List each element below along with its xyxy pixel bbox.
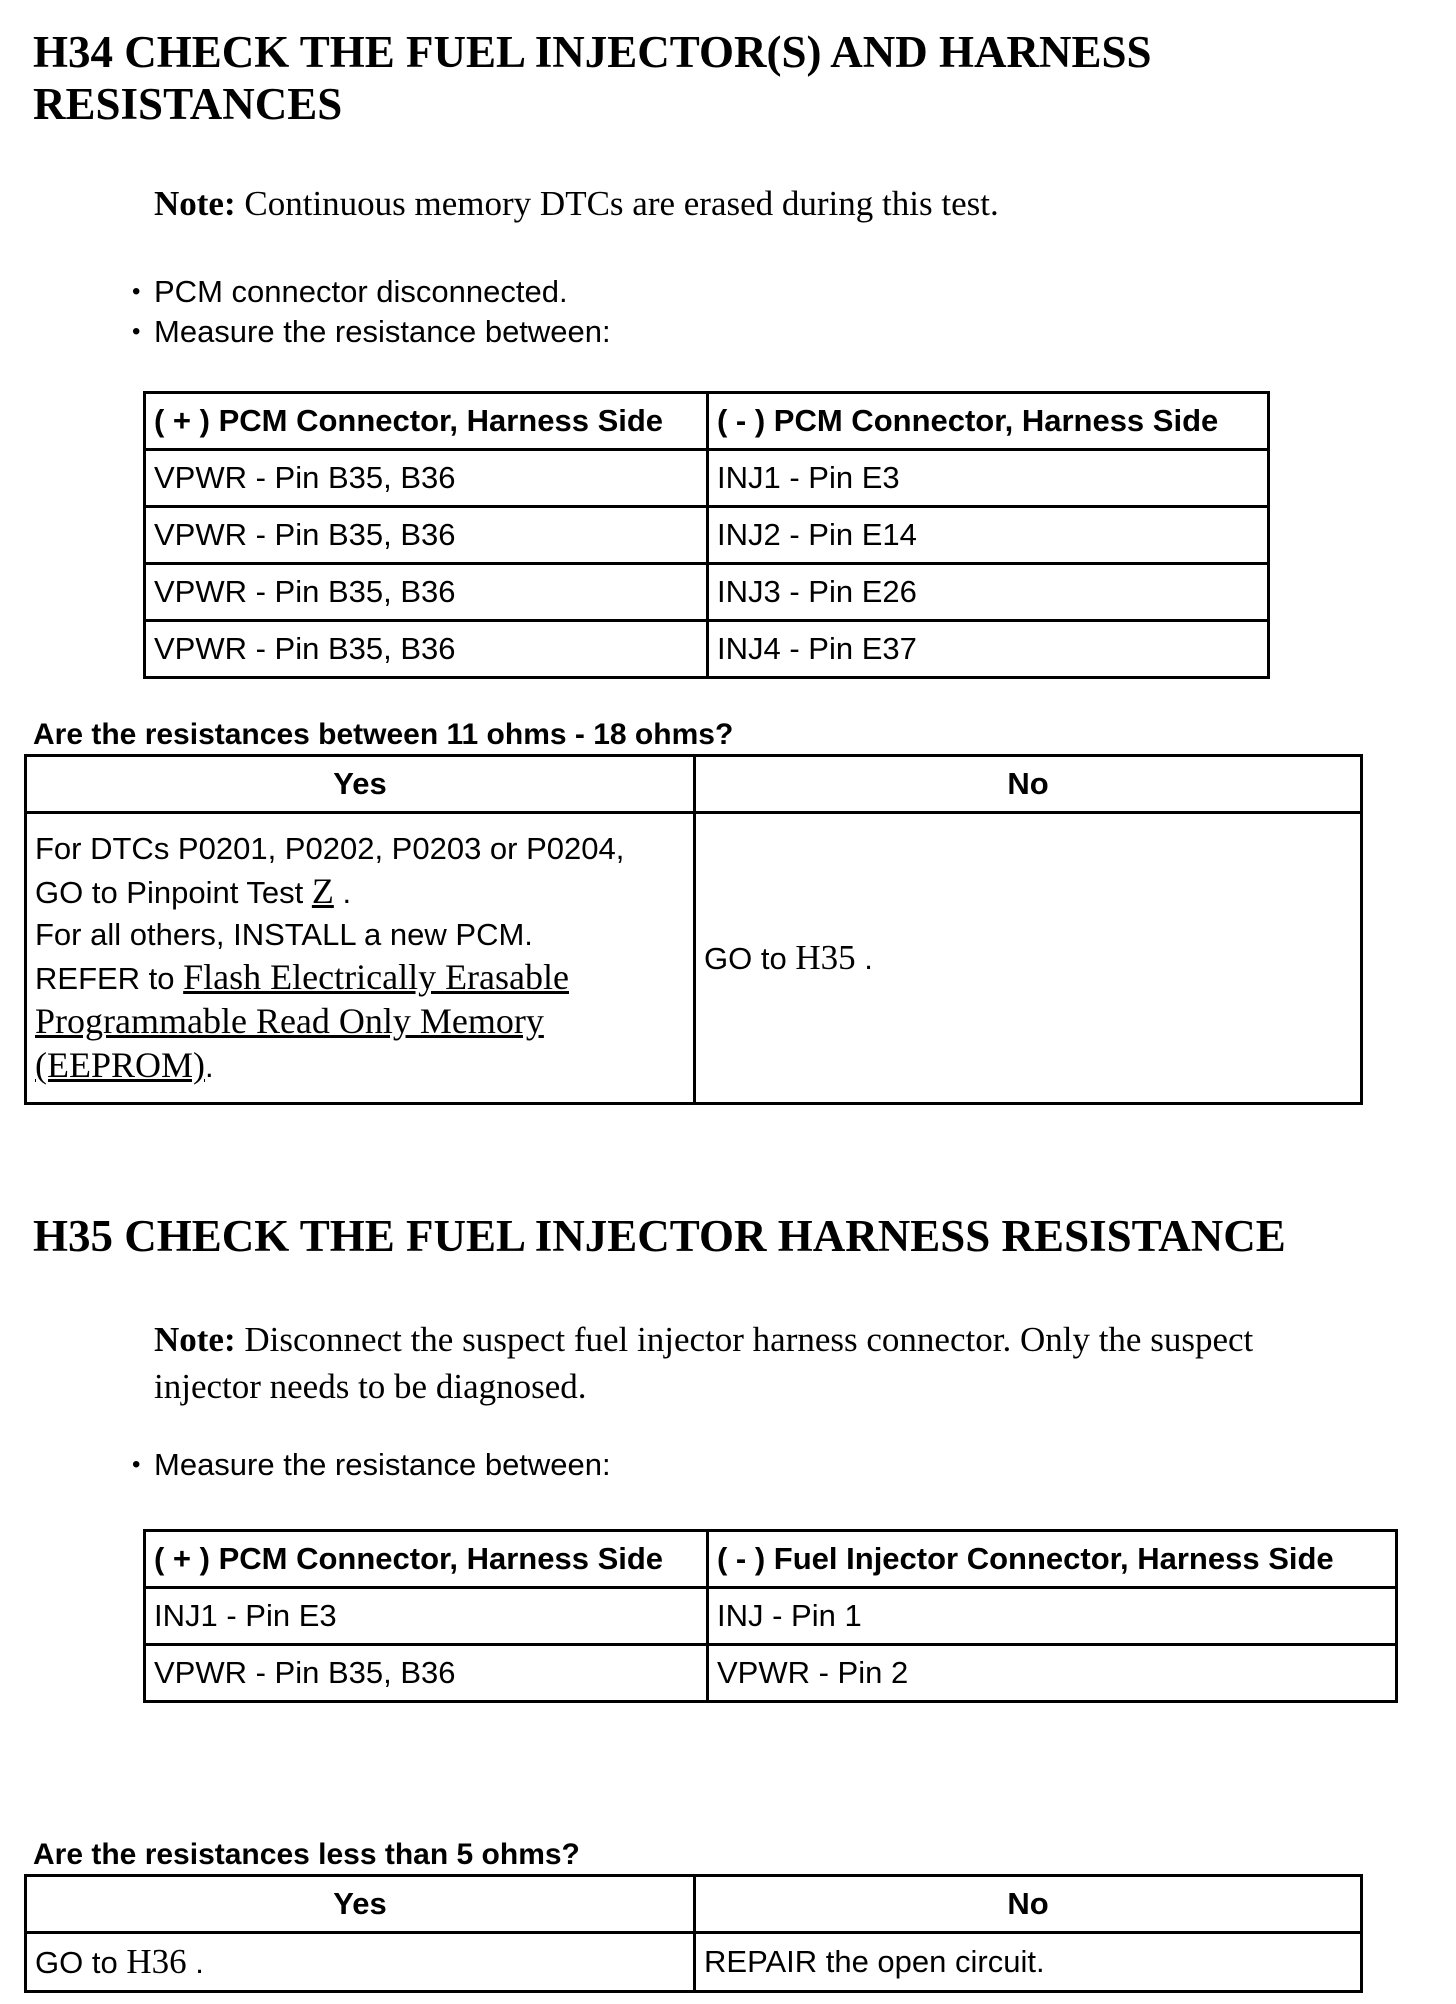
h35-note-label: Note: [154,1320,236,1359]
table-row [26,813,1362,1104]
h35-bullet-list [132,1445,611,1485]
table-cell: VPWR - Pin B35, B36 [145,450,708,507]
h35-decision-table [24,1874,1363,1993]
h34-bullet-1: • PCM connector disconnected. [132,272,611,312]
h34-note [154,180,999,227]
table-cell: INJ1 - Pin E3 [145,1588,708,1645]
h34-no-suffix: . [855,941,873,976]
h35-bullet-1: • Measure the resistance between: [132,1445,611,1485]
table-header-row [145,1531,1397,1588]
h35-title: H35 CHECK THE FUEL INJECTOR HARNESS RESISTANCE [33,1211,1286,1261]
h36-link[interactable]: H36 [126,1942,187,1981]
table-row [145,564,1269,621]
table-cell: VPWR - Pin B35, B36 [145,507,708,564]
table-header-row [26,756,1362,813]
h34-pin-header-plus: ( + ) PCM Connector, Harness Side [145,393,708,450]
h34-note-text: Continuous memory DTCs are erased during this test. [244,184,999,223]
h34-yes-line-end: . [205,1049,214,1084]
pinpoint-test-z-link[interactable]: Z [311,871,334,911]
h35-note [154,1316,1253,1410]
h34-title-line1: H34 CHECK THE FUEL INJECTOR(S) AND HARNESS [33,27,1152,77]
table-cell: INJ2 - Pin E14 [708,507,1269,564]
h34-pin-table [143,391,1270,679]
h35-yes-suffix: . [186,1945,204,1980]
h34-title [33,26,1152,130]
h34-title-line2: RESISTANCES [33,79,343,129]
eeprom-link-part2[interactable]: Programmable Read Only Memory [35,1001,544,1041]
h35-pin-header-plus: ( + ) PCM Connector, Harness Side [145,1531,708,1588]
h35-no-header: No [695,1876,1362,1933]
h34-yes-cell [26,813,695,1104]
table-row [145,450,1269,507]
h34-yes-line4-prefix: REFER to [35,961,184,996]
h34-yes-line1: For DTCs P0201, P0202, P0203 or P0204, [35,831,625,866]
h34-no-header: No [695,756,1362,813]
h34-yes-line2-suffix: . [333,875,352,910]
h34-bullet-list [132,272,611,352]
h34-note-label: Note: [154,184,236,223]
eeprom-link-part1[interactable]: Flash Electrically Erasable [183,957,569,997]
h35-no-cell: REPAIR the open circuit. [695,1933,1362,1992]
h35-note-text-line2: injector needs to be diagnosed. [154,1367,587,1406]
h34-pin-header-minus: ( - ) PCM Connector, Harness Side [708,393,1269,450]
table-row [145,621,1269,678]
h35-pin-header-minus: ( - ) Fuel Injector Connector, Harness Side [708,1531,1397,1588]
table-cell: INJ - Pin 1 [708,1588,1397,1645]
table-row [145,1645,1397,1702]
table-row [26,1933,1362,1992]
table-row [145,1588,1397,1645]
table-cell: VPWR - Pin B35, B36 [145,1645,708,1702]
h35-pin-table [143,1529,1398,1703]
h34-question: Are the resistances between 11 ohms - 18 ohms? [33,718,734,751]
table-cell: VPWR - Pin B35, B36 [145,621,708,678]
table-cell: INJ1 - Pin E3 [708,450,1269,507]
h34-no-cell [695,813,1362,1104]
table-row [145,507,1269,564]
h35-link[interactable]: H35 [795,938,856,977]
h34-yes-line2-prefix: GO to Pinpoint Test [35,875,312,910]
table-cell: INJ3 - Pin E26 [708,564,1269,621]
h35-note-text-line1: Disconnect the suspect fuel injector harness connector. Only the suspect [244,1320,1254,1359]
table-header-row [145,393,1269,450]
table-header-row [26,1876,1362,1933]
table-cell: INJ4 - Pin E37 [708,621,1269,678]
h35-yes-cell [26,1933,695,1992]
h34-yes-header: Yes [26,756,695,813]
h35-question: Are the resistances less than 5 ohms? [33,1838,580,1871]
eeprom-link-part3[interactable]: (EEPROM) [35,1045,205,1085]
h35-yes-header: Yes [26,1876,695,1933]
h35-yes-prefix: GO to [35,1945,127,1980]
h34-decision-table [24,754,1363,1105]
h34-no-prefix: GO to [704,941,796,976]
h34-bullet-2: • Measure the resistance between: [132,312,611,352]
table-cell: VPWR - Pin 2 [708,1645,1397,1702]
h34-yes-line3: For all others, INSTALL a new PCM. [35,917,533,952]
table-cell: VPWR - Pin B35, B36 [145,564,708,621]
